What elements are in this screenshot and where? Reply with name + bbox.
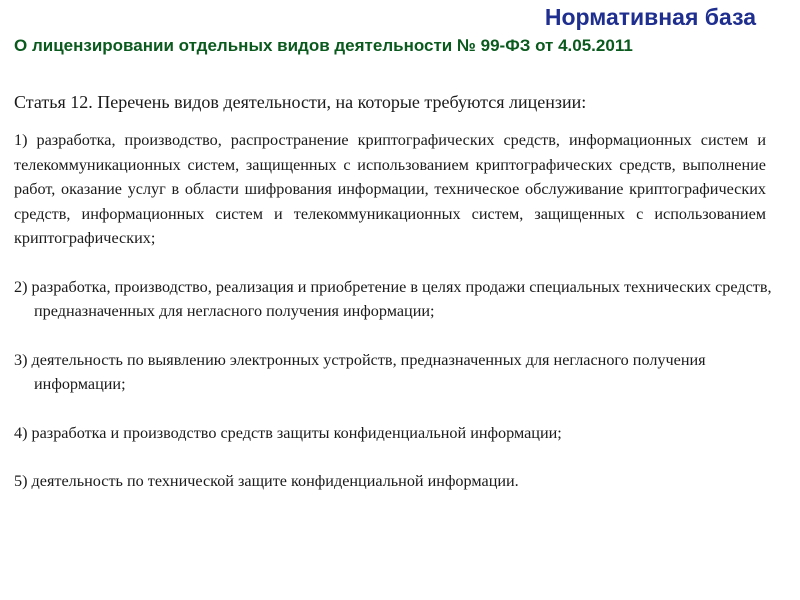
list-item-3: 3) деятельность по выявлению электронных устройств, предназначенных для негласного получения информации; [14,350,706,393]
list-item-1: 1) разработка, производство, распространение криптографических средств, информационных систем и телекоммуникационных систем, защищенных с использованием криптографических средств, выполнение работ, оказание услуг в области шифрования информации, техническое обслуживание криптографических средств, информационных систем и телекоммуникационных систем, защищенных с использованием криптографических; [14,131,766,247]
slide-title: Нормативная база [544,4,756,30]
spacer [14,251,766,275]
list-item-5: 5) деятельность по технической защите конфиденциальной информации. [14,472,519,490]
spacer [14,397,766,421]
spacer [14,324,766,348]
list-item-2: 2) разработка, производство, реализация и приобретение в целях продажи специальных технических средств, предназначенных для негласного получения информации; [14,277,772,320]
license-list [14,128,772,494]
list-item-4: 4) разработка и производство средств защиты конфиденциальной информации; [14,423,562,442]
spacer [14,445,766,469]
law-title: О лицензировании отдельных видов деятельности № 99-ФЗ от 4.05.2011 [14,36,633,55]
article-heading: Статья 12. Перечень видов деятельности, на которые требуются лицензии: [14,92,587,112]
